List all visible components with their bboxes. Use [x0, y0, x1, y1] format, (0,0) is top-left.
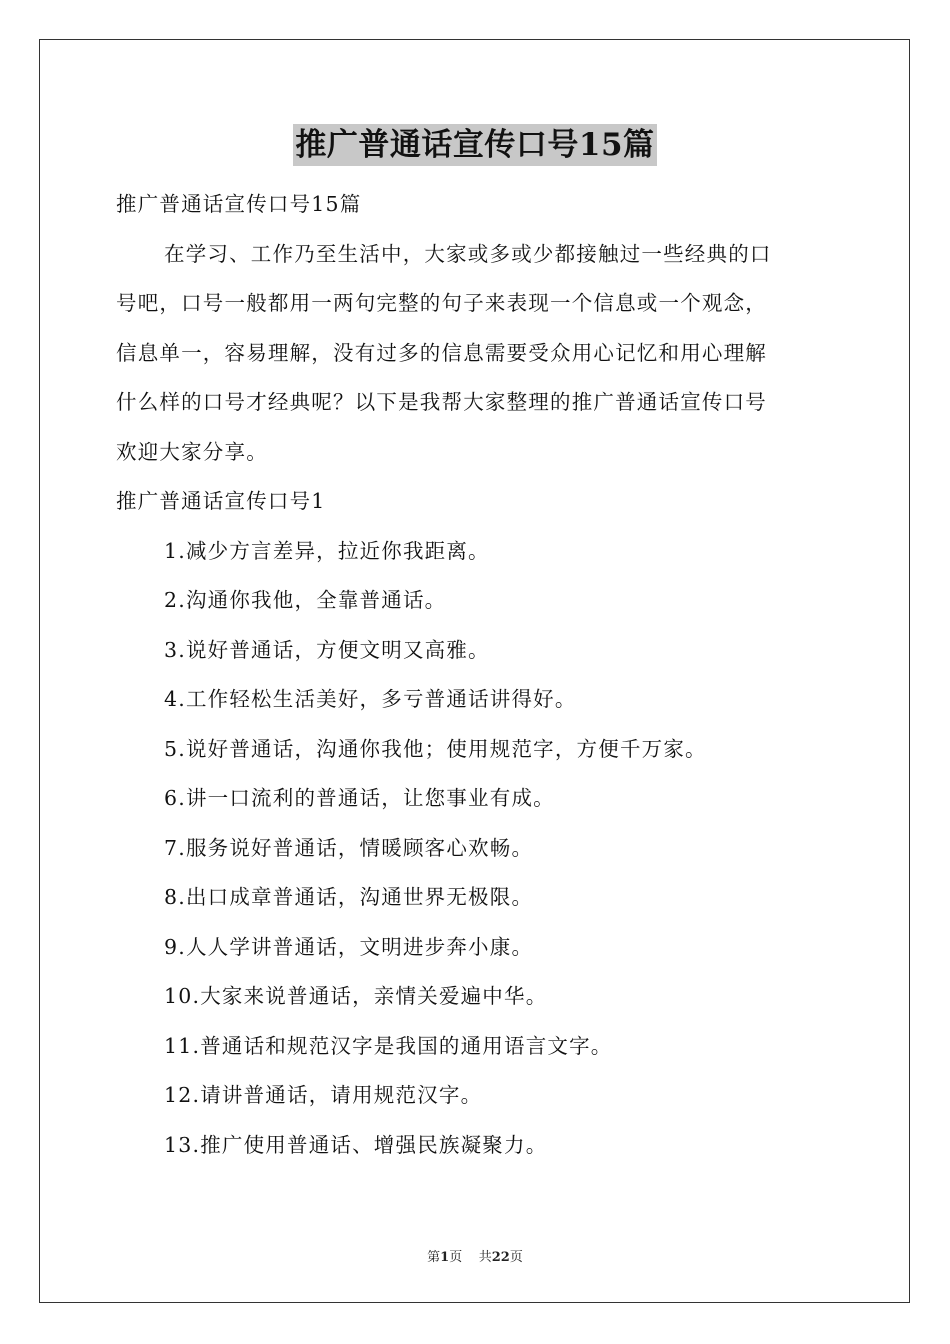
slogan-item: 12.请讲普通话，请用规范汉字。 — [164, 1083, 483, 1107]
document-body — [116, 180, 836, 1170]
title-wrap — [0, 124, 950, 166]
intro-line: 号吧，口号一般都用一两句完整的句子来表现一个信息或一个观念， — [116, 291, 767, 315]
slogan-item: 13.推广使用普通话、增强民族凝聚力。 — [164, 1132, 548, 1157]
section-heading: 推广普通话宣传口号1 — [116, 489, 326, 513]
document-title: 推广普通话宣传口号15篇 — [293, 124, 656, 166]
slogan-item: 7.服务说好普通话，情暖顾客心欢畅。 — [164, 835, 534, 860]
page-footer — [0, 1246, 950, 1265]
footer-total-pages: 22 — [491, 1250, 510, 1265]
document-subtitle: 推广普通话宣传口号15篇 — [116, 192, 362, 216]
intro-line: 信息单一，容易理解，没有过多的信息需要受众用心记忆和用心理解 — [116, 340, 767, 365]
slogan-item: 9.人人学讲普通话，文明进步奔小康。 — [164, 934, 534, 959]
footer-suffix: 页 — [509, 1250, 523, 1265]
slogan-item: 11.普通话和规范汉字是我国的通用语言文字。 — [164, 1033, 613, 1058]
slogan-item: 3.说好普通话，方便文明又高雅。 — [164, 637, 490, 662]
slogan-item: 10.大家来说普通话，亲情关爱遍中华。 — [164, 984, 548, 1008]
footer-page-number: 1 — [440, 1250, 450, 1265]
slogan-item: 6.讲一口流利的普通话，让您事业有成。 — [164, 786, 555, 810]
intro-line: 什么样的口号才经典呢？以下是我帮大家整理的推广普通话宣传口号 — [116, 390, 767, 414]
slogan-item: 8.出口成章普通话，沟通世界无极限。 — [164, 885, 534, 909]
slogan-item: 2.沟通你我他，全靠普通话。 — [164, 588, 447, 612]
footer-prefix: 第 — [427, 1250, 441, 1265]
intro-line: 在学习、工作乃至生活中，大家或多或少都接触过一些经典的口 — [164, 241, 772, 266]
slogan-item: 1.减少方言差异，拉近你我距离。 — [164, 538, 490, 563]
slogan-item: 4.工作轻松生活美好，多亏普通话讲得好。 — [164, 687, 577, 711]
footer-mid: 页 共 — [449, 1250, 492, 1265]
intro-line: 欢迎大家分享。 — [116, 439, 268, 464]
slogan-item: 5.说好普通话，沟通你我他；使用规范字，方便千万家。 — [164, 736, 707, 761]
